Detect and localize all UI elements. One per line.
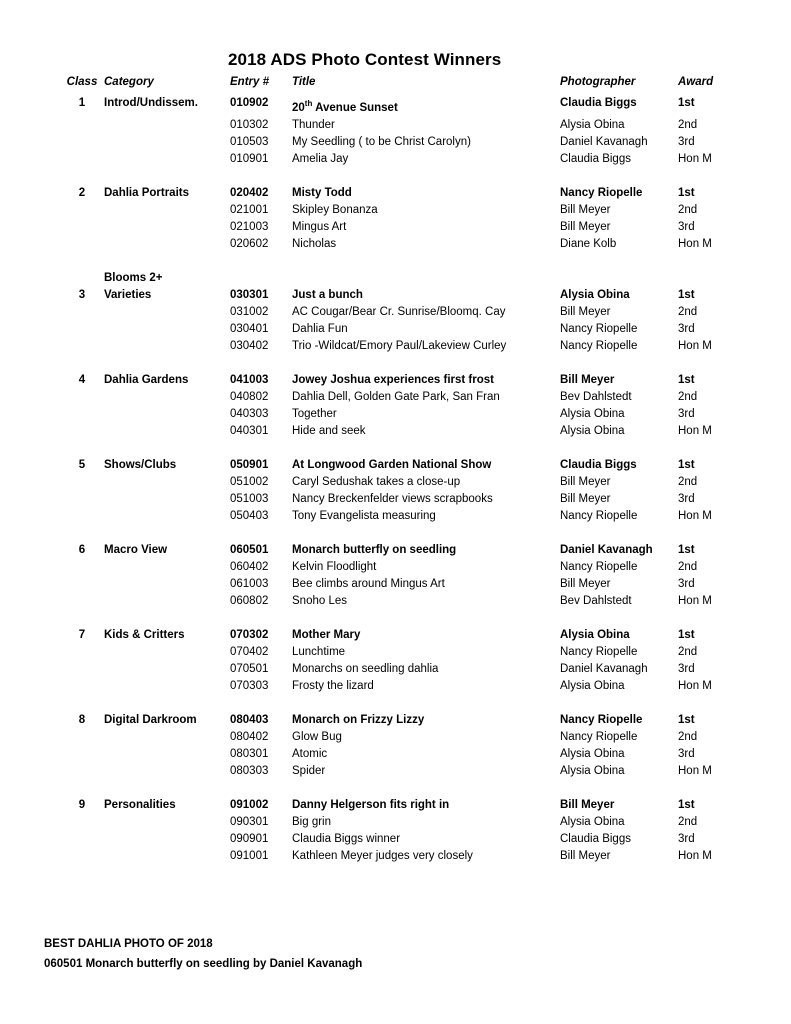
cell-title: Trio -Wildcat/Emory Paul/Lakeview Curley <box>292 339 507 352</box>
cell-award: 2nd <box>678 305 698 318</box>
table-row <box>60 542 738 559</box>
cell-class <box>60 236 104 253</box>
cell-category <box>104 678 230 695</box>
cell-category: Macro View <box>104 543 168 556</box>
cell-class <box>60 678 104 695</box>
cell-class <box>60 746 104 763</box>
cell-category: Personalities <box>104 798 176 811</box>
cell-title: Bee climbs around Mingus Art <box>292 577 445 590</box>
cell-class <box>60 593 104 610</box>
cell-category-line2: Varieties <box>104 288 152 301</box>
cell-award: 3rd <box>678 662 695 675</box>
cell-title: Spider <box>292 764 326 777</box>
cell-class <box>60 321 104 338</box>
cell-entry-number: 040802 <box>230 390 269 403</box>
cell-award: 3rd <box>678 747 695 760</box>
table-row <box>60 287 738 304</box>
cell-photographer: Nancy Riopelle <box>560 509 638 522</box>
cell-award: 3rd <box>678 492 695 505</box>
table-spacer-row <box>60 610 738 627</box>
cell-title: Dahlia Dell, Golden Gate Park, San Fran <box>292 390 500 403</box>
table-row <box>60 219 738 236</box>
cell-photographer: Alysia Obina <box>560 815 625 828</box>
cell-title: Danny Helgerson fits right in <box>292 798 450 811</box>
cell-award: 3rd <box>678 220 695 233</box>
cell-entry-number: 021003 <box>230 220 269 233</box>
table-spacer-row <box>60 253 738 270</box>
cell-title: Lunchtime <box>292 645 346 658</box>
table-spacer-row <box>60 525 738 542</box>
cell-category <box>104 219 230 236</box>
cell-class <box>60 474 104 491</box>
cell-title: Thunder <box>292 118 335 131</box>
cell-title: Monarch on Frizzy Lizzy <box>292 713 425 726</box>
cell-category <box>104 304 230 321</box>
table-row <box>60 729 738 746</box>
table-spacer-row <box>60 780 738 797</box>
header-category: Category <box>104 76 154 88</box>
cell-category <box>104 729 230 746</box>
cell-class <box>60 117 104 134</box>
spacer-cell <box>60 525 738 542</box>
cell-award: 3rd <box>678 135 695 148</box>
cell-entry-number: 070302 <box>230 628 269 641</box>
cell-photographer: Alysia Obina <box>560 628 630 641</box>
cell-entry-number: 090901 <box>230 832 269 845</box>
cell-entry-number: 070501 <box>230 662 269 675</box>
cell-award: 1st <box>678 713 695 726</box>
cell-class <box>60 559 104 576</box>
table-row <box>60 423 738 440</box>
cell-title: Skipley Bonanza <box>292 203 378 216</box>
cell-category <box>104 763 230 780</box>
cell-award: 1st <box>678 798 695 811</box>
table-header <box>60 74 738 95</box>
cell-category <box>104 321 230 338</box>
table-row <box>60 321 738 338</box>
cell-category <box>104 202 230 219</box>
cell-photographer: Bill Meyer <box>560 475 611 488</box>
cell-entry-number: 051003 <box>230 492 269 505</box>
cell-photographer: Nancy Riopelle <box>560 339 638 352</box>
cell-entry-number: 010503 <box>230 135 269 148</box>
cell-award: Hon M <box>678 424 712 437</box>
cell-title: Amelia Jay <box>292 152 349 165</box>
table-row <box>60 134 738 151</box>
cell-class <box>60 389 104 406</box>
cell-class: 5 <box>78 458 86 471</box>
cell-class: 1 <box>78 97 86 109</box>
cell-photographer: Bill Meyer <box>560 203 611 216</box>
cell-title: Kelvin Floodlight <box>292 560 377 573</box>
cell-title: Just a bunch <box>292 288 363 301</box>
cell-class <box>60 304 104 321</box>
cell-photographer: Daniel Kavanagh <box>560 135 648 148</box>
spacer-cell <box>60 780 738 797</box>
cell-award: 1st <box>678 373 695 386</box>
spacer-cell <box>60 610 738 627</box>
cell-award: Hon M <box>678 679 712 692</box>
cell-class <box>60 219 104 236</box>
cell-title: Frosty the lizard <box>292 679 374 692</box>
cell-award: Hon M <box>678 152 712 165</box>
cell-class <box>60 508 104 525</box>
cell-award: 2nd <box>678 118 698 131</box>
cell-category: Shows/Clubs <box>104 458 177 471</box>
cell-title: Nancy Breckenfelder views scrapbooks <box>292 492 493 505</box>
cell-photographer: Alysia Obina <box>560 407 625 420</box>
cell-photographer: Alysia Obina <box>560 747 625 760</box>
cell-entry-number: 030301 <box>230 288 269 301</box>
cell-category: Kids & Critters <box>104 628 185 641</box>
cell-category <box>104 644 230 661</box>
cell-photographer: Nancy Riopelle <box>560 186 643 199</box>
cell-class <box>60 202 104 219</box>
cell-category <box>104 559 230 576</box>
table-row <box>60 559 738 576</box>
table-spacer-row <box>60 695 738 712</box>
table-row <box>60 304 738 321</box>
cell-class <box>60 661 104 678</box>
table-row <box>60 474 738 491</box>
cell-award: Hon M <box>678 509 712 522</box>
table-row <box>60 236 738 253</box>
cell-class: 2 <box>78 186 86 199</box>
spacer-cell <box>60 253 738 270</box>
cell-category <box>104 491 230 508</box>
cell-entry-number: 020402 <box>230 186 269 199</box>
cell-title: Monarch butterfly on seedling <box>292 543 457 556</box>
cell-award: Hon M <box>678 849 712 862</box>
cell-entry-number: 020602 <box>230 237 269 250</box>
cell-entry-number: 090301 <box>230 815 269 828</box>
cell-entry-number: 091002 <box>230 798 269 811</box>
table-body <box>60 95 738 865</box>
cell-class: 6 <box>78 543 86 556</box>
cell-entry-number: 030402 <box>230 339 269 352</box>
table-row <box>60 763 738 780</box>
cell-title: Nicholas <box>292 237 337 250</box>
cell-photographer: Bev Dahlstedt <box>560 594 632 607</box>
cell-award: 2nd <box>678 560 698 573</box>
table-row <box>60 627 738 644</box>
cell-category <box>104 236 230 253</box>
header-photographer: Photographer <box>560 76 636 88</box>
cell-award: Hon M <box>678 237 712 250</box>
cell-entry-number: 091001 <box>230 849 269 862</box>
cell-award: 1st <box>678 628 695 641</box>
table-row <box>60 372 738 389</box>
cell-category: Introd/Undissem. <box>104 97 198 109</box>
header-award: Award <box>678 76 714 88</box>
table-row <box>60 712 738 729</box>
table-row <box>60 406 738 423</box>
header-class: Class <box>66 76 98 88</box>
cell-category <box>104 576 230 593</box>
cell-category <box>104 151 230 168</box>
spacer-cell <box>60 355 738 372</box>
table-row <box>60 848 738 865</box>
cell-title: Misty Todd <box>292 186 352 199</box>
page-title: 2018 ADS Photo Contest Winners <box>228 50 502 69</box>
cell-category <box>104 117 230 134</box>
table-row <box>60 593 738 610</box>
cell-class <box>60 576 104 593</box>
table-spacer-row <box>60 355 738 372</box>
cell-entry-number: 041003 <box>230 373 269 386</box>
cell-entry-number: 030401 <box>230 322 269 335</box>
cell-class <box>60 729 104 746</box>
cell-award: Hon M <box>678 764 712 777</box>
cell-award: 2nd <box>678 815 698 828</box>
cell-category <box>104 406 230 423</box>
cell-title: Hide and seek <box>292 424 366 437</box>
cell-entry-number: 060501 <box>230 543 269 556</box>
table-row <box>60 831 738 848</box>
cell-award: 1st <box>678 186 695 199</box>
cell-award: 1st <box>678 288 695 301</box>
cell-entry-number: 010902 <box>230 97 269 109</box>
cell-entry-number: 060802 <box>230 594 269 607</box>
cell-title: 20th Avenue Sunset <box>292 99 398 114</box>
cell-title: Tony Evangelista measuring <box>292 509 436 522</box>
cell-entry-number: 031002 <box>230 305 269 318</box>
table-row <box>60 797 738 814</box>
table-row <box>60 185 738 202</box>
table-row <box>60 338 738 355</box>
cell-photographer: Bill Meyer <box>560 577 611 590</box>
cell-photographer: Nancy Riopelle <box>560 645 638 658</box>
cell-photographer: Bill Meyer <box>560 220 611 233</box>
cell-category: Digital Darkroom <box>104 713 197 726</box>
cell-award: 3rd <box>678 407 695 420</box>
cell-title: Kathleen Meyer judges very closely <box>292 849 473 862</box>
cell-category <box>104 593 230 610</box>
table-row <box>60 508 738 525</box>
cell-entry-number: 070303 <box>230 679 269 692</box>
cell-category: Dahlia Portraits <box>104 186 189 199</box>
cell-title: AC Cougar/Bear Cr. Sunrise/Bloomq. Cay <box>292 305 506 318</box>
cell-category <box>104 271 230 304</box>
cell-title: Jowey Joshua experiences first frost <box>292 373 494 386</box>
cell-title: Together <box>292 407 337 420</box>
cell-entry-number: 050403 <box>230 509 269 522</box>
cell-class: 4 <box>78 373 86 386</box>
cell-photographer: Claudia Biggs <box>560 97 637 109</box>
cell-class <box>60 406 104 423</box>
cell-photographer: Daniel Kavanagh <box>560 543 653 556</box>
cell-entry-number: 050901 <box>230 458 269 471</box>
cell-photographer: Diane Kolb <box>560 237 617 250</box>
table-row <box>60 95 738 117</box>
cell-class <box>60 151 104 168</box>
table-row <box>60 117 738 134</box>
table-row <box>60 151 738 168</box>
cell-photographer: Bill Meyer <box>560 849 611 862</box>
cell-award: 3rd <box>678 577 695 590</box>
title-superscript: th <box>304 99 313 108</box>
cell-photographer: Alysia Obina <box>560 288 630 301</box>
cell-category <box>104 134 230 151</box>
table-row <box>60 491 738 508</box>
cell-photographer: Nancy Riopelle <box>560 730 638 743</box>
cell-class <box>60 134 104 151</box>
table-header-row <box>60 74 738 95</box>
cell-entry-number: 010901 <box>230 152 269 165</box>
cell-category <box>104 474 230 491</box>
spacer-cell <box>60 695 738 712</box>
cell-title: Atomic <box>292 747 328 760</box>
table-row <box>60 389 738 406</box>
cell-award: 1st <box>678 458 695 471</box>
cell-photographer: Claudia Biggs <box>560 832 631 845</box>
cell-entry-number: 080403 <box>230 713 269 726</box>
cell-photographer: Nancy Riopelle <box>560 560 638 573</box>
best-photo-footer <box>44 934 362 974</box>
spacer-cell <box>60 168 738 185</box>
cell-category-line1: Blooms 2+ <box>104 271 163 284</box>
cell-title: Caryl Sedushak takes a close-up <box>292 475 461 488</box>
cell-photographer: Bill Meyer <box>560 492 611 505</box>
cell-category <box>104 848 230 865</box>
cell-award: 1st <box>678 543 695 556</box>
cell-category <box>104 389 230 406</box>
cell-entry-number: 061003 <box>230 577 269 590</box>
table-row <box>60 746 738 763</box>
cell-category <box>104 508 230 525</box>
table-spacer-row <box>60 440 738 457</box>
cell-title: Monarchs on seedling dahlia <box>292 662 439 675</box>
cell-entry-number: 051002 <box>230 475 269 488</box>
cell-title: My Seedling ( to be Christ Carolyn) <box>292 135 471 148</box>
cell-entry-number: 040301 <box>230 424 269 437</box>
cell-award: 3rd <box>678 322 695 335</box>
cell-class: 7 <box>78 628 86 641</box>
header-title: Title <box>292 76 316 88</box>
cell-title: Snoho Les <box>292 594 347 607</box>
cell-photographer: Daniel Kavanagh <box>560 662 648 675</box>
cell-category <box>104 831 230 848</box>
table-row <box>60 202 738 219</box>
cell-category <box>104 423 230 440</box>
cell-title: Mother Mary <box>292 628 361 641</box>
cell-class: 9 <box>78 798 86 811</box>
cell-photographer: Claudia Biggs <box>560 458 637 471</box>
cell-title: Claudia Biggs winner <box>292 832 401 845</box>
cell-title: Dahlia Fun <box>292 322 348 335</box>
cell-class <box>60 848 104 865</box>
table-row <box>60 644 738 661</box>
table-row <box>60 457 738 474</box>
cell-entry-number: 080402 <box>230 730 269 743</box>
header-entry: Entry # <box>230 76 269 88</box>
cell-category <box>104 814 230 831</box>
best-photo-entry: 060501 Monarch butterfly on seedling by Daniel Kavanagh <box>44 958 363 970</box>
table-row <box>60 661 738 678</box>
cell-photographer: Bill Meyer <box>560 798 615 811</box>
table-row <box>60 576 738 593</box>
cell-photographer: Nancy Riopelle <box>560 322 638 335</box>
cell-entry-number: 021001 <box>230 203 269 216</box>
cell-class <box>60 763 104 780</box>
cell-award: 2nd <box>678 730 698 743</box>
cell-award: 3rd <box>678 832 695 845</box>
cell-award: Hon M <box>678 339 712 352</box>
table-row <box>60 814 738 831</box>
cell-entry-number: 080301 <box>230 747 269 760</box>
cell-class <box>60 644 104 661</box>
cell-class: 8 <box>78 713 86 726</box>
table-spacer-row <box>60 168 738 185</box>
cell-photographer: Nancy Riopelle <box>560 713 643 726</box>
table-row <box>60 678 738 695</box>
cell-photographer: Bill Meyer <box>560 305 611 318</box>
cell-category <box>104 746 230 763</box>
cell-photographer: Claudia Biggs <box>560 152 631 165</box>
cell-award: 1st <box>678 97 695 109</box>
cell-photographer: Bev Dahlstedt <box>560 390 632 403</box>
cell-award: 2nd <box>678 203 698 216</box>
cell-category: Dahlia Gardens <box>104 373 189 386</box>
cell-class <box>60 491 104 508</box>
cell-class <box>60 423 104 440</box>
cell-award: 2nd <box>678 475 698 488</box>
cell-photographer: Alysia Obina <box>560 118 625 131</box>
cell-entry-number: 070402 <box>230 645 269 658</box>
cell-class <box>60 831 104 848</box>
cell-entry-number: 040303 <box>230 407 269 420</box>
cell-photographer: Alysia Obina <box>560 424 625 437</box>
cell-title: Big grin <box>292 815 331 828</box>
winners-table <box>60 74 738 865</box>
cell-title: Mingus Art <box>292 220 347 233</box>
cell-entry-number: 060402 <box>230 560 269 573</box>
cell-category <box>104 661 230 678</box>
spacer-cell <box>60 440 738 457</box>
cell-title: At Longwood Garden National Show <box>292 458 492 471</box>
cell-title: Glow Bug <box>292 730 342 743</box>
cell-photographer: Alysia Obina <box>560 764 625 777</box>
cell-award: Hon M <box>678 594 712 607</box>
cell-entry-number: 010302 <box>230 118 269 131</box>
cell-photographer: Bill Meyer <box>560 373 615 386</box>
cell-entry-number: 080303 <box>230 764 269 777</box>
cell-class <box>60 814 104 831</box>
best-photo-heading: BEST DAHLIA PHOTO OF 2018 <box>44 938 213 950</box>
cell-class: 3 <box>78 288 86 301</box>
cell-photographer: Alysia Obina <box>560 679 625 692</box>
cell-category <box>104 338 230 355</box>
cell-award: 2nd <box>678 645 698 658</box>
cell-class <box>60 338 104 355</box>
cell-award: 2nd <box>678 390 698 403</box>
